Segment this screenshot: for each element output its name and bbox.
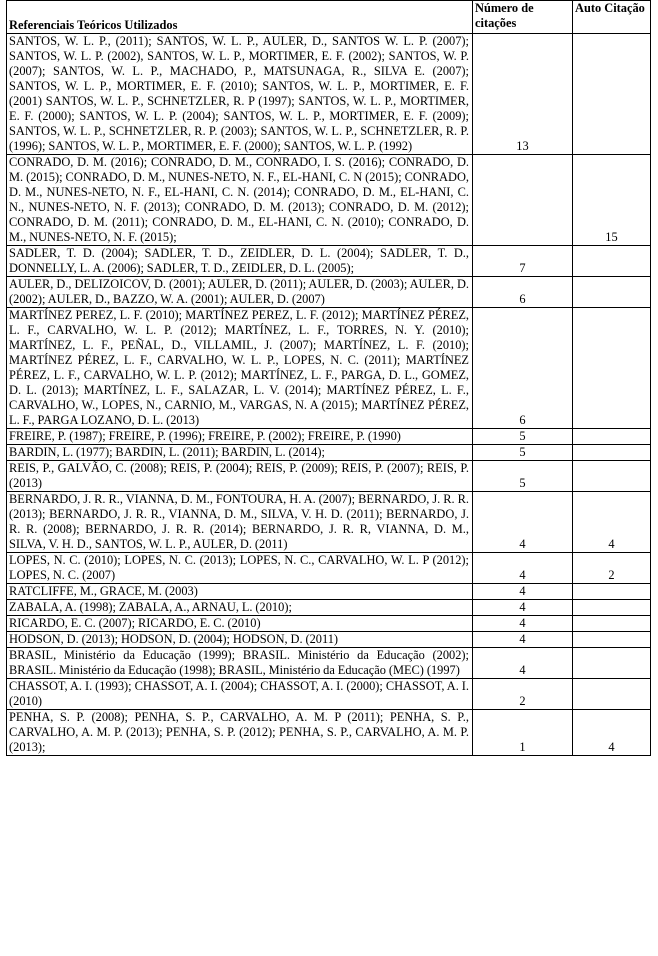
self-citation-cell xyxy=(573,246,651,277)
table-body xyxy=(7,34,651,756)
table-header-row xyxy=(7,1,651,34)
self-citation-cell xyxy=(573,648,651,679)
reference-cell: PENHA, S. P. (2008); PENHA, S. P., CARVALHO, A. M. P (2011); PENHA, S. P., CARVALHO, A. M. P. (2013); PENHA, S. P. (2012); PENHA, S. P., CARVALHO, A. M. P. (2013); xyxy=(7,710,473,756)
citations-cell: 7 xyxy=(473,246,573,277)
table-row xyxy=(7,246,651,277)
table-row xyxy=(7,584,651,600)
reference-cell: RICARDO, E. C. (2007); RICARDO, E. C. (2010) xyxy=(7,616,473,632)
self-citation-cell xyxy=(573,461,651,492)
reference-cell: AULER, D., DELIZOICOV, D. (2001); AULER, D. (2011); AULER, D. (2003); AULER, D. (2002); AULER, D., BAZZO, W. A. (2001); AULER, D. (2007) xyxy=(7,277,473,308)
citations-cell: 4 xyxy=(473,553,573,584)
citations-cell: 4 xyxy=(473,584,573,600)
self-citation-cell: 4 xyxy=(573,492,651,553)
reference-cell: ZABALA, A. (1998); ZABALA, A., ARNAU, L. (2010); xyxy=(7,600,473,616)
self-citation-cell: 15 xyxy=(573,155,651,246)
references-table xyxy=(6,0,651,756)
self-citation-cell xyxy=(573,34,651,155)
table-row xyxy=(7,600,651,616)
citations-cell: 5 xyxy=(473,461,573,492)
header-self-citation: Auto Citação xyxy=(573,1,651,34)
table-row xyxy=(7,553,651,584)
reference-cell: BARDIN, L. (1977); BARDIN, L. (2011); BARDIN, L. (2014); xyxy=(7,445,473,461)
table-row xyxy=(7,277,651,308)
reference-cell: CHASSOT, A. I. (1993); CHASSOT, A. I. (2004); CHASSOT, A. I. (2000); CHASSOT, A. I. (2010) xyxy=(7,679,473,710)
reference-cell: BERNARDO, J. R. R., VIANNA, D. M., FONTOURA, H. A. (2007); BERNARDO, J. R. R. (2013); BERNARDO, J. R. R., VIANNA, D. M., SILVA, V. H. D. (2011); BERNARDO, J. R. R. (2008); BERNARDO, J. R. R. (2014); BERNARDO, J. R. R, VIANNA, D. M., SILVA, V. H. D., SANTOS, W. L. P., AULER, D. (2011) xyxy=(7,492,473,553)
self-citation-cell xyxy=(573,616,651,632)
citations-cell: 6 xyxy=(473,308,573,429)
citations-cell: 4 xyxy=(473,616,573,632)
header-references: Referenciais Teóricos Utilizados xyxy=(7,1,473,34)
self-citation-cell xyxy=(573,632,651,648)
self-citation-cell xyxy=(573,429,651,445)
reference-cell: SADLER, T. D. (2004); SADLER, T. D., ZEIDLER, D. L. (2004); SADLER, T. D., DONNELLY, L. A. (2006); SADLER, T. D., ZEIDLER, D. L. (2005); xyxy=(7,246,473,277)
reference-cell: FREIRE, P. (1987); FREIRE, P. (1996); FREIRE, P. (2002); FREIRE, P. (1990) xyxy=(7,429,473,445)
citations-cell: 4 xyxy=(473,632,573,648)
self-citation-cell xyxy=(573,277,651,308)
table-row xyxy=(7,308,651,429)
citations-cell: 1 xyxy=(473,710,573,756)
self-citation-cell: 4 xyxy=(573,710,651,756)
reference-cell: MARTÍNEZ PEREZ, L. F. (2010); MARTÍNEZ PEREZ, L. F. (2012); MARTÍNEZ PÉREZ, L. F., CARVALHO, W. L. P. (2012); MARTÍNEZ, L. F., TORRES, N. Y. (2010); MARTÍNEZ, L. F., PEÑAL, D., VILLAMIL, J. (2007); MARTÍNEZ, L. F. (2010); MARTÍNEZ PÉREZ, L. F., CARVALHO, W. L. P., LOPES, N. C. (2011); MARTÍNEZ PÉREZ, L. F., CARVALHO, W. L. P. (2012); MARTÍNEZ, L. F., PARGA, D. L., GOMEZ, D. L. (2013); MARTÍNEZ, L. F., SALAZAR, L. V. (2014); MARTÍNEZ PÉREZ, L. F., CARVALHO, W., LOPES, N., CARNIO, M., VARGAS, N. A (2015); MARTÍNEZ PÉREZ, L. F., PARGA LOZANO, D. L. (2013) xyxy=(7,308,473,429)
reference-cell: CONRADO, D. M. (2016); CONRADO, D. M., CONRADO, I. S. (2016); CONRADO, D. M. (2015); CONRADO, D. M., NUNES-NETO, N. F., EL-HANI, C. N (2015); CONRADO, D. M., NUNES-NETO, N. F., EL-HANI, C. N. (2014); CONRADO, D. M., EL-HANI, C. N., NUNES-NETO, N. F. (2013); CONRADO, D. M. (2013); CONRADO, D. M. (2012); CONRADO, D. M. (2011); CONRADO, D. M., EL-HANI, C. N. (2010); CONRADO, D. M., NUNES-NETO, N. F. (2015); xyxy=(7,155,473,246)
self-citation-cell xyxy=(573,308,651,429)
table-row xyxy=(7,461,651,492)
table-row xyxy=(7,679,651,710)
table-row xyxy=(7,710,651,756)
citations-cell: 4 xyxy=(473,648,573,679)
self-citation-cell xyxy=(573,584,651,600)
table-row xyxy=(7,34,651,155)
self-citation-cell xyxy=(573,600,651,616)
reference-cell: BRASIL, Ministério da Educação (1999); BRASIL. Ministério da Educação (2002); BRASIL. Ministério da Educação (1998); BRASIL, Ministério da Educação (MEC) (1997) xyxy=(7,648,473,679)
table-row xyxy=(7,632,651,648)
reference-cell: REIS, P., GALVÃO, C. (2008); REIS, P. (2004); REIS, P. (2009); REIS, P. (2007); REIS, P. (2013) xyxy=(7,461,473,492)
table-row xyxy=(7,616,651,632)
page xyxy=(6,0,651,756)
table-row xyxy=(7,648,651,679)
reference-cell: RATCLIFFE, M., GRACE, M. (2003) xyxy=(7,584,473,600)
citations-cell: 4 xyxy=(473,492,573,553)
self-citation-cell xyxy=(573,679,651,710)
citations-cell: 5 xyxy=(473,429,573,445)
reference-cell: LOPES, N. C. (2010); LOPES, N. C. (2013); LOPES, N. C., CARVALHO, W. L. P (2012); LOPES, N. C. (2007) xyxy=(7,553,473,584)
citations-cell: 5 xyxy=(473,445,573,461)
self-citation-cell: 2 xyxy=(573,553,651,584)
table-row xyxy=(7,445,651,461)
citations-cell: 13 xyxy=(473,34,573,155)
self-citation-cell xyxy=(573,445,651,461)
table-row xyxy=(7,429,651,445)
table-row xyxy=(7,492,651,553)
citations-cell: 6 xyxy=(473,277,573,308)
reference-cell: SANTOS, W. L. P., (2011); SANTOS, W. L. P., AULER, D., SANTOS W. L. P. (2007); SANTOS, W. L. P. (2002), SANTOS, W. L. P., MORTIMER, E. F. (2002); SANTOS, W. P. (2007); SANTOS, W. L. P., MACHADO, P., MATSUNAGA, R., SILVA E. (2007); SANTOS, W. L. P., MORTIMER, E. F. (2010); SANTOS, W. L. P., MORTIMER, E. F. (2001) SANTOS, W. L. P., SCHNETZLER, R. P (1997); SANTOS, W. L. P., MORTIMER, E. F. (2000); SANTOS, W. L. P. (2004); SANTOS, W. L. P., MORTIMER, E. F. (2009); SANTOS, W. L. P., SCHNETZLER, R. P. (2003); SANTOS, W. L. P., SCHNETZLER, R. P. (1996); SANTOS, W. L. P., MORTIMER, E. F. (2000); SANTOS, W. L. P. (1992) xyxy=(7,34,473,155)
table-row xyxy=(7,155,651,246)
citations-cell: 4 xyxy=(473,600,573,616)
reference-cell: HODSON, D. (2013); HODSON, D. (2004); HODSON, D. (2011) xyxy=(7,632,473,648)
citations-cell: 2 xyxy=(473,679,573,710)
citations-cell xyxy=(473,155,573,246)
header-citations: Número de citações xyxy=(473,1,573,34)
